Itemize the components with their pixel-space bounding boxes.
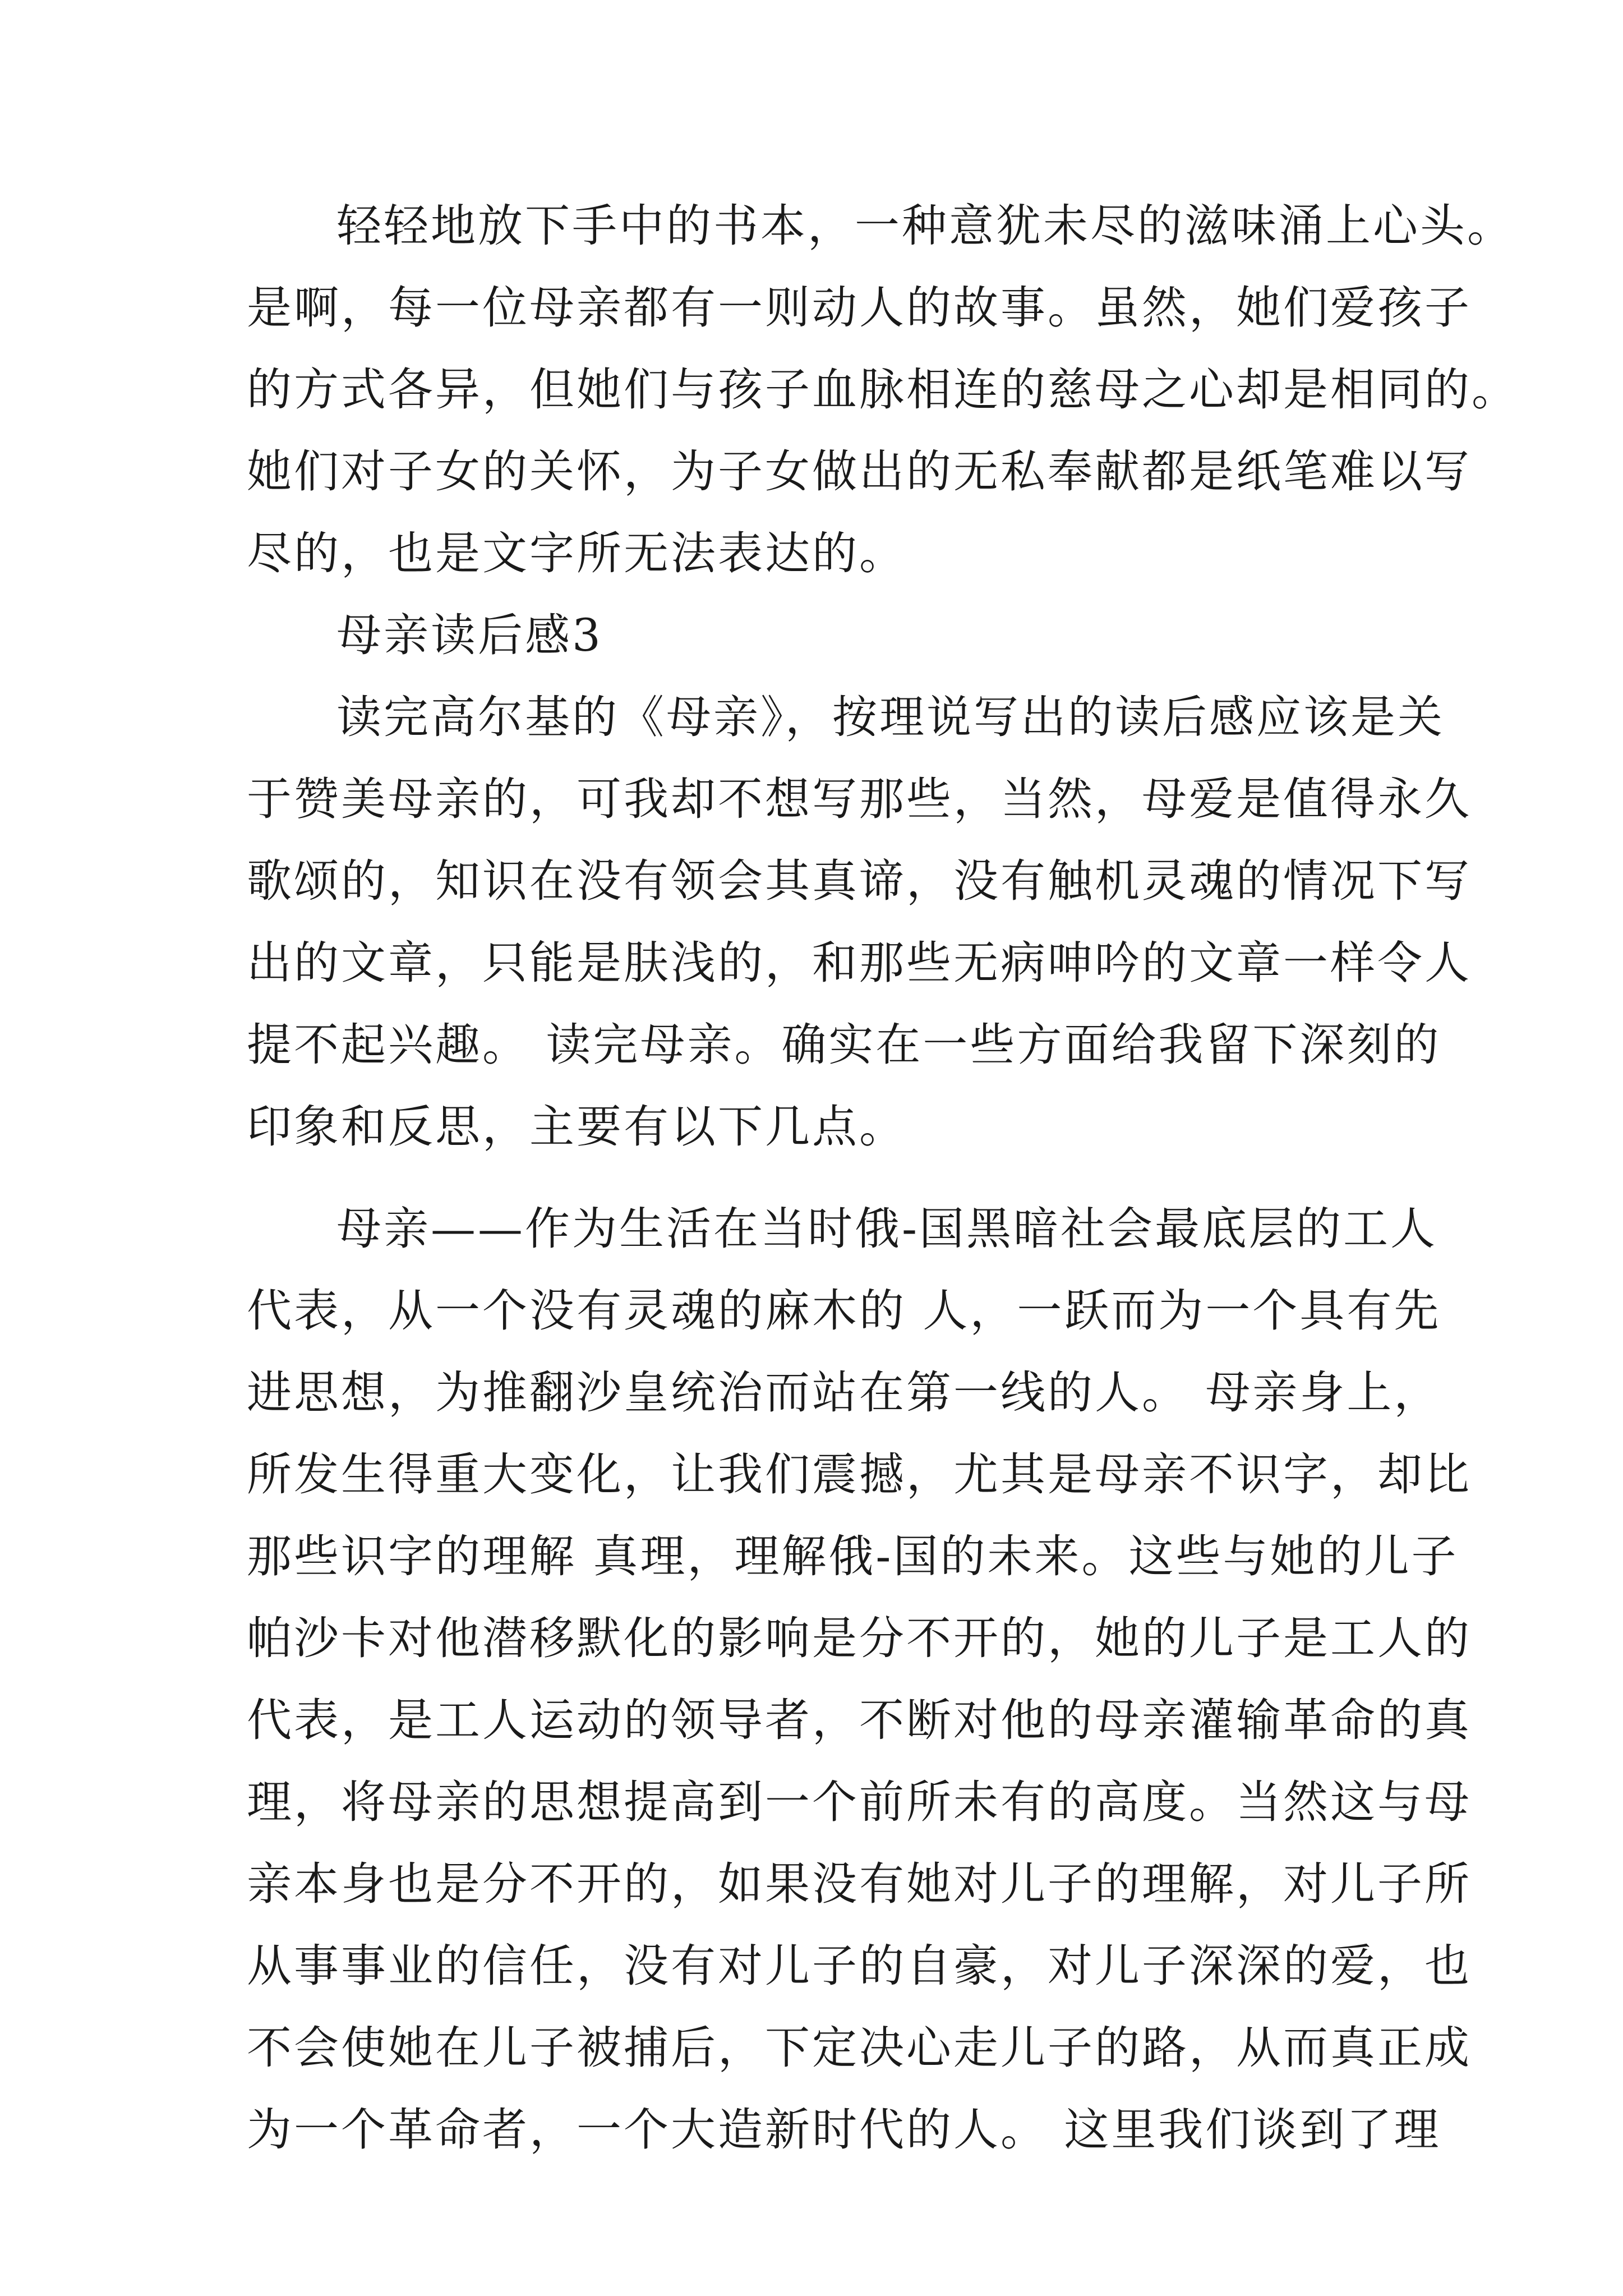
section-heading: 母亲读后感3 — [336, 609, 603, 661]
paragraph-line: 尽的，也是文字所无法表达的。 — [247, 527, 906, 579]
paragraph-line: 那些识字的理解 真理，理解俄-国的未来。这些与她的儿子 — [247, 1530, 1459, 1582]
paragraph-line: 帕沙卡对他潜移默化的影响是分不开的，她的儿子是工人的 — [247, 1612, 1472, 1664]
paragraph-line: 母亲——作为生活在当时俄-国黑暗社会最底层的工人 — [336, 1203, 1438, 1255]
paragraph-line: 理，将母亲的思想提高到一个前所未有的高度。当然这与母 — [247, 1776, 1472, 1828]
paragraph-line: 从事事业的信任，没有对儿子的自豪，对儿子深深的爱，也 — [247, 1940, 1472, 1992]
paragraph-line: 为一个革命者，一个大造新时代的人。 这里我们谈到了理 — [247, 2104, 1441, 2156]
paragraph-line: 于赞美母亲的，可我却不想写那些，当然，母爱是值得永久 — [247, 773, 1472, 825]
paragraph-line: 是啊，每一位母亲都有一则动人的故事。虽然，她们爱孩子 — [247, 282, 1472, 334]
paragraph-line: 亲本身也是分不开的，如果没有她对儿子的理解，对儿子所 — [247, 1858, 1472, 1910]
paragraph-line: 进思想，为推翻沙皇统治而站在第一线的人。 母亲身上， — [247, 1366, 1441, 1419]
paragraph-line: 她们对子女的关怀，为子女做出的无私奉献都是纸笔难以写 — [247, 445, 1472, 498]
paragraph-line: 读完高尔基的《母亲》，按理说写出的读后感应该是关 — [336, 691, 1445, 743]
body-text — [247, 185, 1519, 2171]
paragraph-line: 不会使她在儿子被捕后，下定决心走儿子的路，从而真正成 — [247, 2022, 1472, 2074]
paragraph-line: 所发生得重大变化，让我们震撼，尤其是母亲不识字，却比 — [247, 1448, 1472, 1501]
paragraph-line: 代表，从一个没有灵魂的麻木的 人，一跃而为一个具有先 — [247, 1285, 1441, 1337]
paragraph-line: 出的文章，只能是肤浅的，和那些无病呻吟的文章一样令人 — [247, 937, 1472, 989]
paragraph-line: 印象和反思，主要有以下几点。 — [247, 1101, 906, 1153]
paragraph-line: 代表，是工人运动的领导者，不断对他的母亲灌输革命的真 — [247, 1694, 1472, 1746]
paragraph-line: 的方式各异，但她们与孩子血脉相连的慈母之心却是相同的。 — [247, 364, 1519, 416]
paragraph-line: 轻轻地放下手中的书本，一种意犹未尽的滋味涌上心头。 — [336, 200, 1514, 252]
paragraph-line: 提不起兴趣。 读完母亲。确实在一些方面给我留下深刻的 — [247, 1019, 1441, 1071]
paragraph-line: 歌颂的，知识在没有领会其真谛，没有触机灵魂的情况下写 — [247, 855, 1472, 907]
